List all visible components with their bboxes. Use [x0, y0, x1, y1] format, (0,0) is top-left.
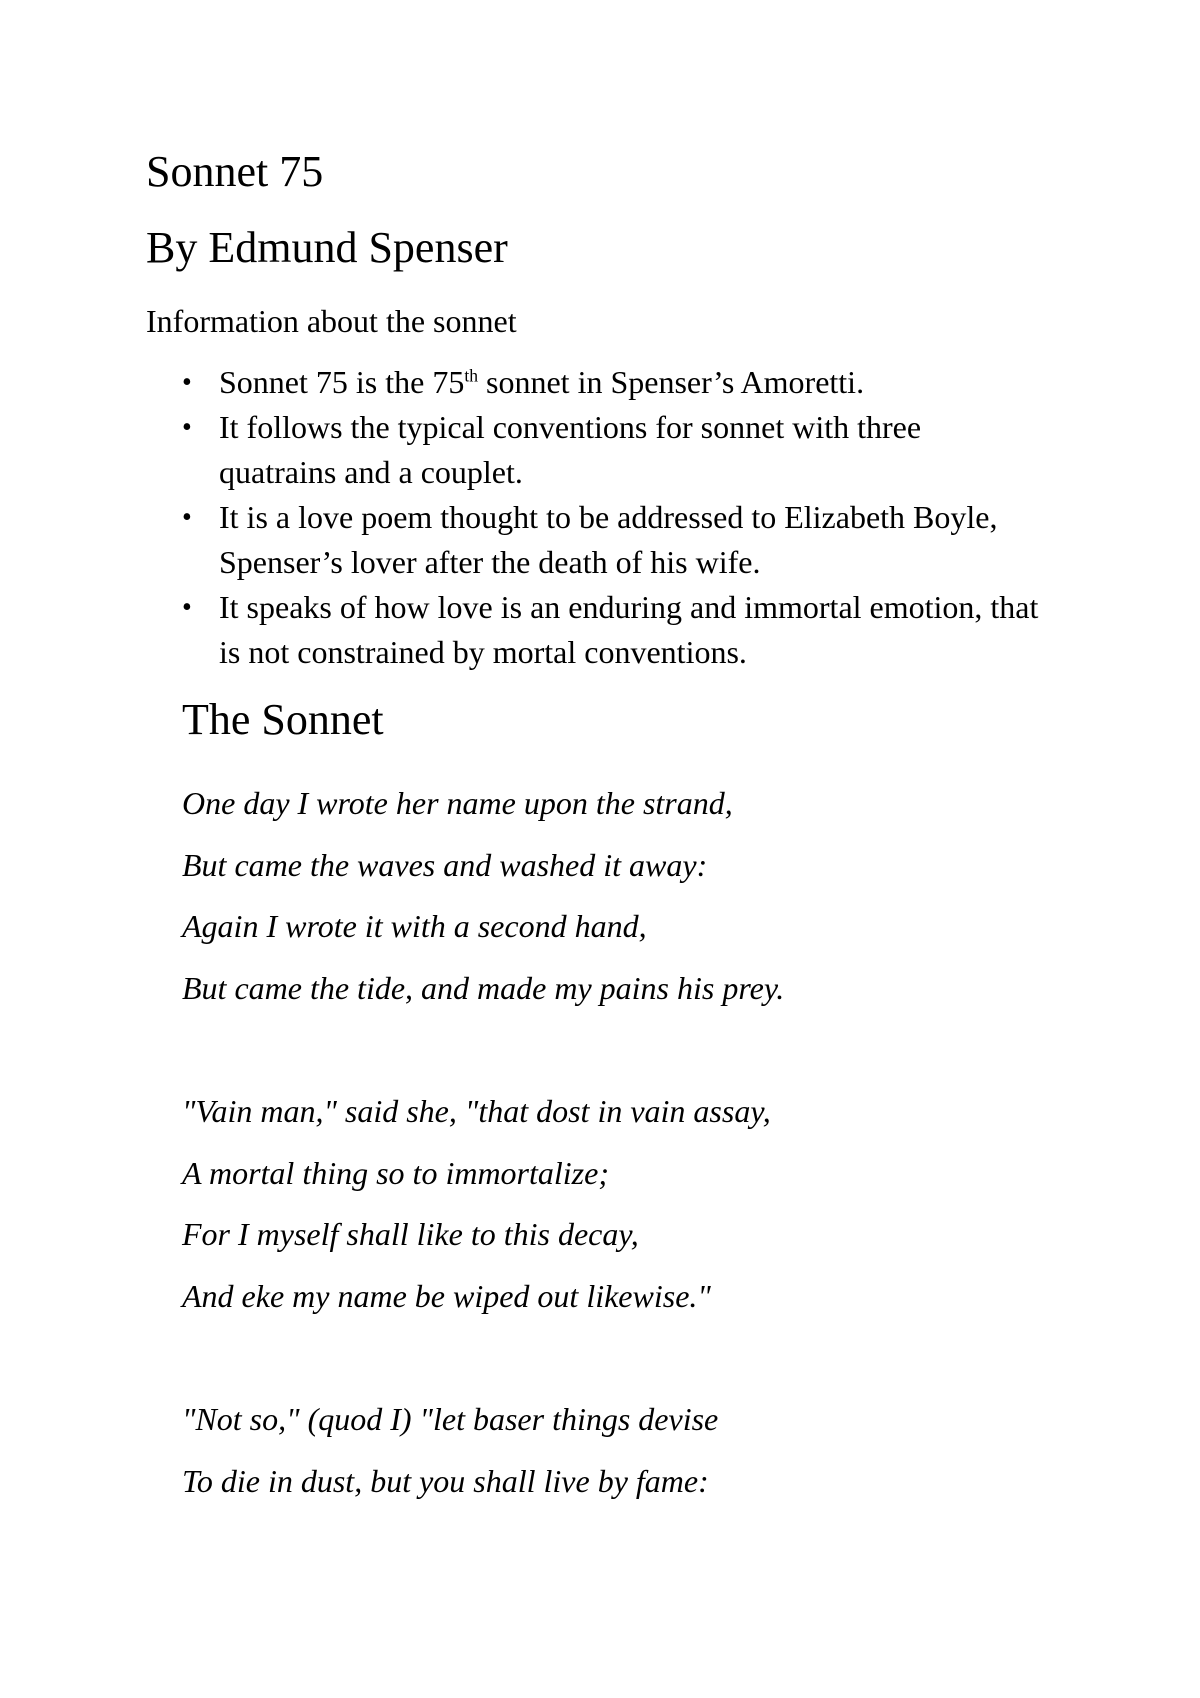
info-item-3: [146, 495, 1046, 585]
info-item-4: [146, 585, 1046, 675]
info-item-2: [146, 405, 1046, 495]
page-title: Sonnet 75: [146, 147, 324, 196]
verse-line: And eke my name be wiped out likewise.": [182, 1277, 711, 1314]
info-item-text: It follows the typical conventions for sonnet with three quatrains and a couplet.: [219, 409, 922, 490]
info-item-text: Sonnet 75 is the 75th sonnet in Spenser’s Amoretti.: [219, 364, 865, 400]
info-item-1: [146, 360, 1046, 405]
bullet-icon: •: [182, 502, 192, 533]
verse-line: But came the tide, and made my pains his prey.: [182, 969, 785, 1006]
info-bullet-list: [146, 360, 1046, 675]
verse-line: Again I wrote it with a second hand,: [182, 908, 647, 944]
verse-line: But came the waves and washed it away:: [182, 846, 708, 883]
verse-line: "Vain man," said she, "that dost in vain assay,: [182, 1093, 771, 1129]
author-heading: By Edmund Spenser: [146, 223, 508, 272]
bullet-icon: •: [182, 592, 192, 623]
info-item-text: It is a love poem thought to be addressed to Elizabeth Boyle, Spenser’s lover after the death of his wife.: [219, 499, 998, 580]
info-item-text: It speaks of how love is an enduring and immortal emotion, that is not constrained by mortal conventions.: [219, 589, 1039, 670]
verse-line: A mortal thing so to immortalize;: [182, 1154, 609, 1191]
stanza-3: [182, 1389, 718, 1512]
verse-line: To die in dust, but you shall live by fame:: [182, 1462, 709, 1499]
ordinal-suffix: th: [464, 365, 479, 386]
verse-line: "Not so," (quod I) "let baser things devise: [182, 1401, 719, 1437]
sonnet-heading: The Sonnet: [182, 695, 384, 744]
verse-line: One day I wrote her name upon the strand,: [182, 785, 733, 821]
stanza-2: [182, 1081, 771, 1327]
bullet-icon: •: [182, 412, 192, 443]
stanza-1: [182, 773, 784, 1019]
bullet-icon: •: [182, 367, 192, 398]
verse-line: For I myself shall like to this decay,: [182, 1216, 639, 1252]
info-section-heading: Information about the sonnet: [146, 303, 517, 339]
